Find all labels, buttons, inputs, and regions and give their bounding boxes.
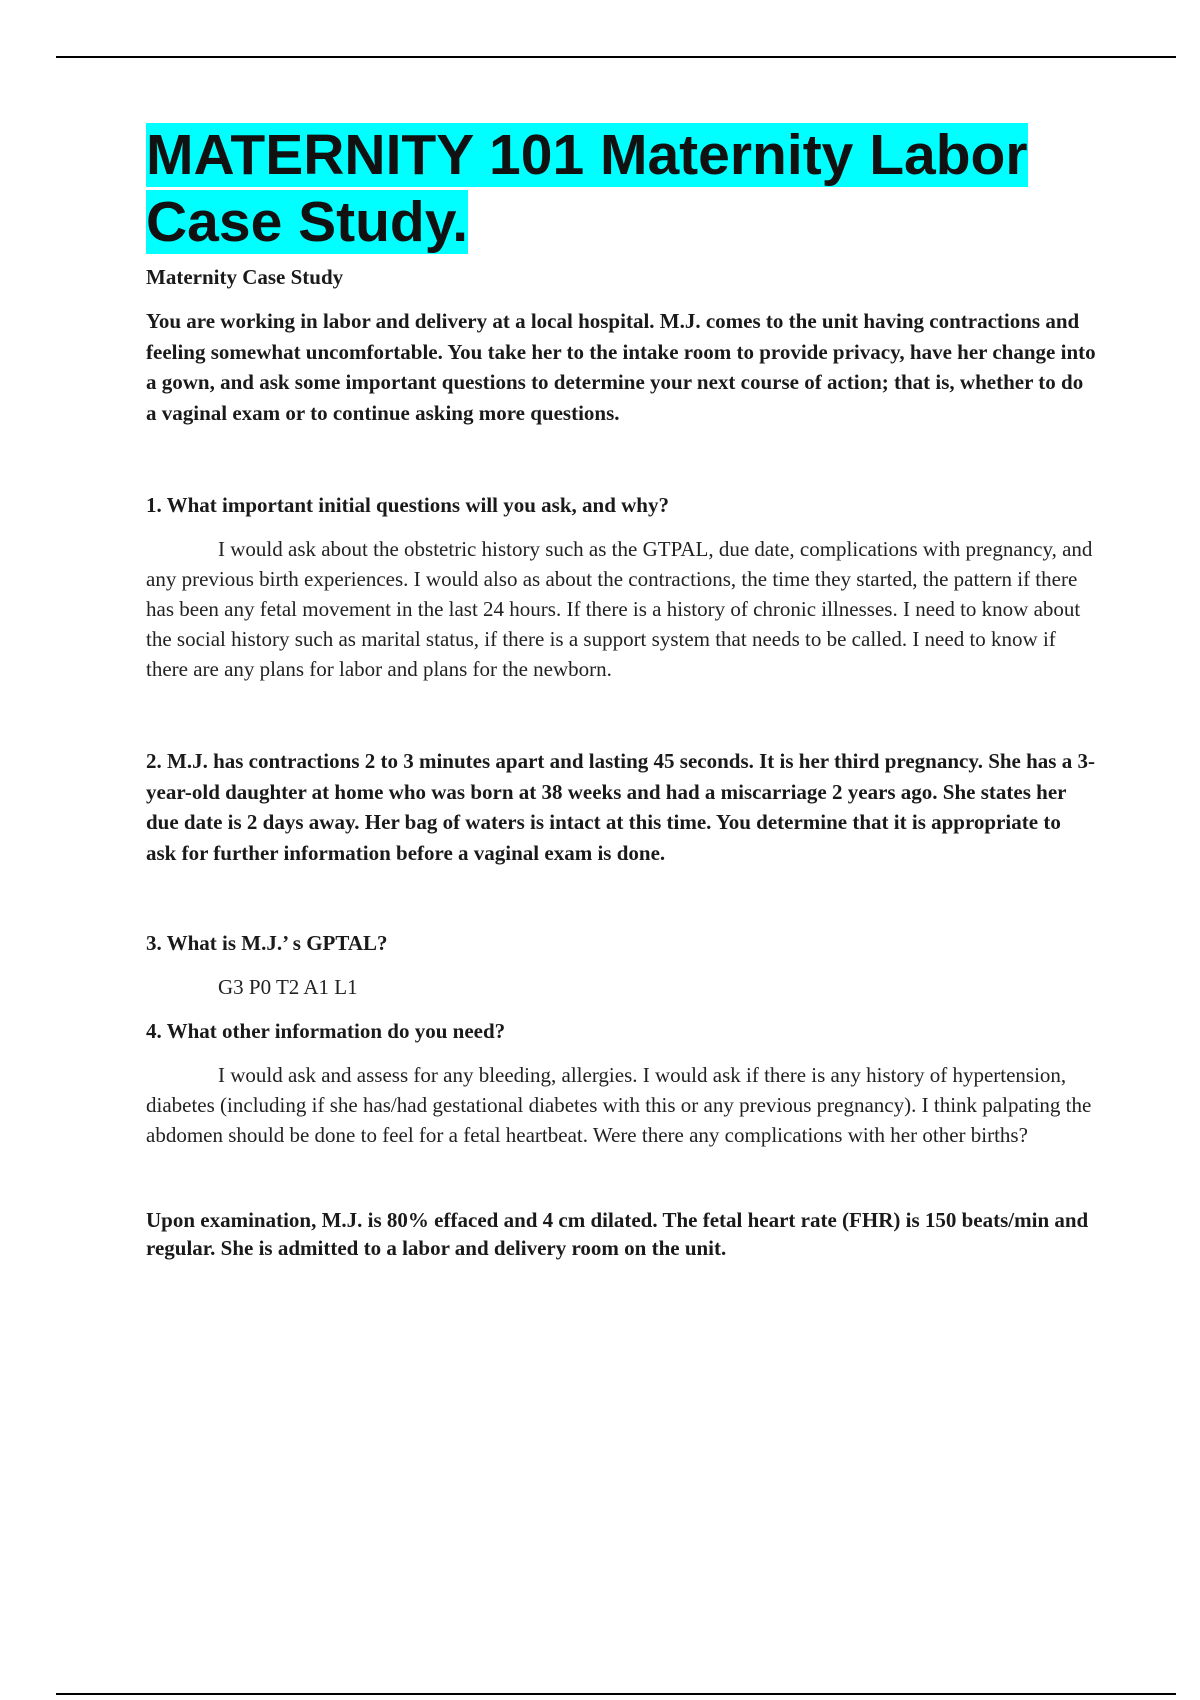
document-body bbox=[146, 122, 1096, 1262]
question-3: 3. What is M.J.’ s GPTAL? bbox=[146, 931, 388, 955]
document-title-text: MATERNITY 101 Maternity Labor Case Study. bbox=[146, 123, 1028, 254]
question-4: 4. What other information do you need? bbox=[146, 1019, 506, 1043]
question-2: 2. M.J. has contractions 2 to 3 minutes apart and lasting 45 seconds. It is her third pregnancy. She has a 3-year-old daughter at home who was born at 38 weeks and had a miscarriage 2 years ago. She states her due date is 2 days away. Her bag of waters is intact at this time. You determine that it is appropriate to ask for further information before a vaginal exam is done. bbox=[146, 749, 1095, 865]
top-rule bbox=[56, 56, 1176, 58]
answer-4: I would ask and assess for any bleeding, allergies. I would ask if there is any history of hypertension, diabetes (including if she has/had gestational diabetes with this or any previous pregnancy). I think palpating the abdomen should be done to feel for a fetal heartbeat. Were there any complications with her other births? bbox=[146, 1063, 1092, 1147]
intro-paragraph: You are working in labor and delivery at a local hospital. M.J. comes to the unit having contractions and feeling somewhat uncomfortable. You take her to the intake room to provide privacy, have her change into a gown, and ask some important questions to determine your next course of action; that is, whether to do a vaginal exam or to continue asking more questions. bbox=[146, 309, 1096, 425]
answer-1: I would ask about the obstetric history such as the GTPAL, due date, complications with pregnancy, and any previous birth experiences. I would also as about the contractions, the time they started, the pattern if there has been any fetal movement in the last 24 hours. If there is a history of chronic illnesses. I need to know about the social history such as marital status, if there is a support system that needs to be called. I need to know if there are any plans for labor and plans for the newborn. bbox=[146, 537, 1093, 681]
answer-3: G3 P0 T2 A1 L1 bbox=[218, 975, 358, 999]
document-title bbox=[146, 122, 1096, 256]
bottom-rule bbox=[56, 1693, 1176, 1695]
document-subtitle: Maternity Case Study bbox=[146, 265, 344, 289]
exam-paragraph: Upon examination, M.J. is 80% effaced and 4 cm dilated. The fetal heart rate (FHR) is 150 beats/min and regular. She is admitted to a labor and delivery room on the unit. bbox=[146, 1208, 1089, 1260]
question-1: 1. What important initial questions will you ask, and why? bbox=[146, 493, 669, 517]
